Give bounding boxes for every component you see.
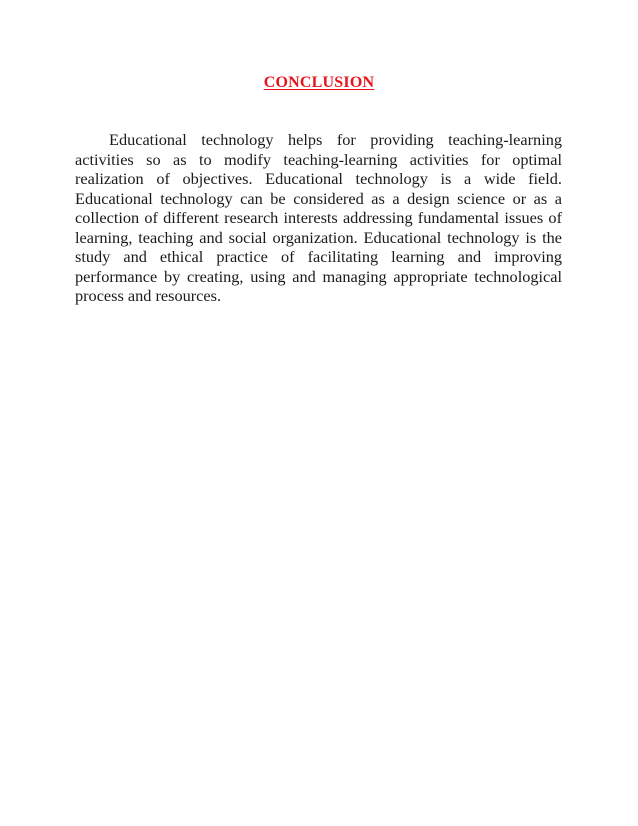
conclusion-paragraph: Educational technology helps for providing teaching-learning activities so as to modify teaching-learning activities for optimal realization of objectives. Educational technology is a wide field. Educational technology can be considered as a design science or as a collection of different research interests addressing fundamental issues of learning, teaching and social organization. Educational technology is the study and ethical practice of facilitating learning and improving performance by creating, using and managing appropriate technological process and resources. [75,130,562,305]
page-title: CONCLUSION [263,74,375,91]
